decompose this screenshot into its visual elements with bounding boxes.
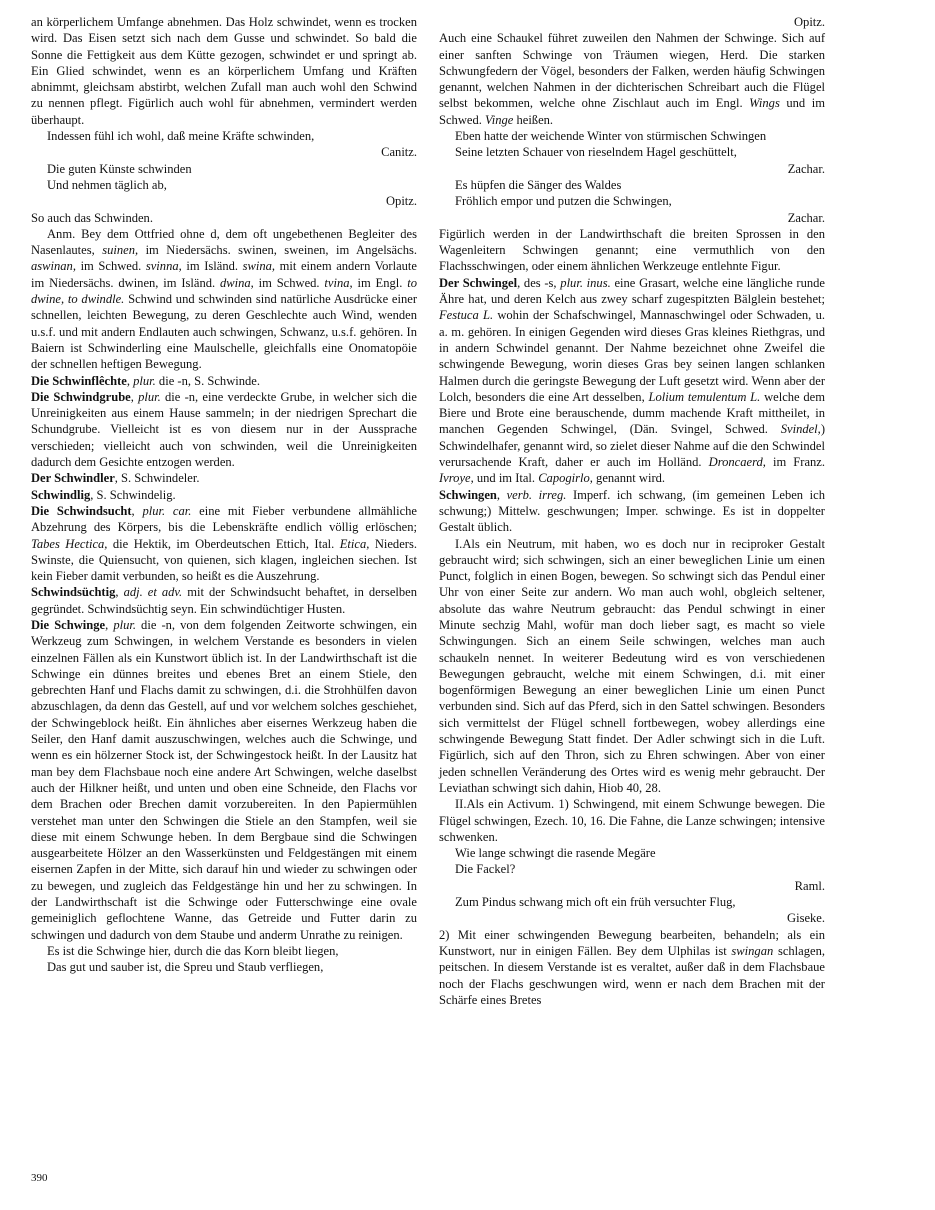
text-run: mit einem andern Vorlaute im Niedersächs. dwinen, im Isländ. [31,259,417,290]
italic-term: Lolium temulentum L. [648,389,761,404]
text-run: , [105,617,114,632]
headword: Die Schwinflêchte [31,373,127,388]
paragraph [31,470,417,486]
quote-attribution: Raml. [794,878,825,893]
italic-term: Droncaerd, [708,455,766,470]
quote-attribution: Zachar. [787,210,825,225]
paragraph [31,389,417,470]
text-run: an körperlichem Umfange abnehmen. Das Holz schwindet, wenn es trocken wird. Das Eisen setzt sich nach dem Gusse und schwindet. So bald die Sonne die Fettigkeit aus dem Kütte gezogen, schwindet er und springt ab. Ein Glied schwindet, wenn es an körperlichem Umfang und Kräften abnimmt, gleichsam abstirbt, welchen Zufall man auch wohl den Schwind zu nennen pflegt. Figürlich auch wohl für abnehmen, vermindert werden überhaupt. [31,15,417,127]
verse-line: Es ist die Schwinge hier, durch die das Korn bleibt liegen, [47,943,339,958]
text-run: , des -s, [517,275,561,290]
italic-term: Festuca L. [439,308,494,323]
text-run: im Schwed. [75,259,146,274]
italic-term: svinna, [145,259,182,274]
italic-term: Ivroye, [439,471,474,486]
text-run: ) Schwindelhafer, genannt wird, so zielet dieser Nahme auf die den Schwindel verursachende Kraft, daher er auch im Holländ. [439,422,825,470]
paragraph [439,927,825,1008]
verse-line: Die guten Künste schwinden [47,161,192,176]
quote-attribution: Opitz. [385,194,417,209]
verse-line: Fröhlich empor und putzen die Schwingen, [455,194,672,209]
text-run: welche dem Biere und Brote eine berauschende, dumm machende Kraft mittheilet, in manchen Gegenden Schwingel, (Dän. Svingel, Schwed. [439,389,826,437]
text-run: Figürlich werden in der Landwirthschaft die breiten Sprossen in den Wagenleitern Schwingen genannt; eine vermuthlich von den Flachsschwingen, oder einem ähnlichen Werkzeuge entlehnte Figur. [439,226,825,274]
text-run: im Isländ. [181,259,243,274]
paragraph [439,536,825,797]
italic-term: plur. inus. [560,275,611,290]
paragraph [31,14,417,128]
text-run: eine mit Fieber verbundene allmähliche Abzehrung des Körpers, bis die Lebenskräfte endlich völlig erlöschen; [31,503,417,535]
italic-term: Capogirlo, [538,471,593,486]
headword: Der Schwindler [31,471,115,486]
text-run: die -n, von dem folgenden Zeitworte schwingen, ein Werkzeug zum Schwingen, in welchem Verstande es besonders in vielen einzelnen Fällen als ein Kunstwort üblich ist. In der Landwirthschaft ist die Schwinge ein dünnes breites und ebenes Bret an einem Stiele, den gebrechten Hanf und Flachs damit zu schwingen, d.i. die Strohhülfen davon abzuschlagen, da denn das Gestell, auf und vor welchem solches geschiehet, der Schwingeblock heißt. Ein ähnliches aber eisernes Werkzeug haben die Seiler, den Hanf damit auszuschwingen, welches auch die Schwinge, und wenn es ein hölzerner Stock ist, der Schwingestock heißt. In der Lausitz hat man bey dem Flachsbaue noch eine andere Art Schwingen, welche daselbst auch der Hilkner heißt, und unten und oben eine Schneide, den Flachs vor dem Brachen oder Brechen damit vorzubereiten. In den Papiermühlen verstehet man unter den Schwingen die Stiele an den Stampfen, weil sie diese mit einem Schwunge heben. In dem Bergbaue sind die Schwingen ausgearbeitete Hölzer an den Wasserkünsten und Feldgestängen mit einem eisernen Zapfen in der Mitte, sich darauf hin und wieder zu schwingen oder zu bewegen, und zugleich das Feldgestänge hin und her zu schwingen. In der Landwirthschaft ist die Schwinge oder Futterschwinge eine ovale gemeiniglich geflochtene Wanne, das Getreide und Futter darin zu schwingen und dadurch von dem Staube und anderm Unrathe zu reinigen. [31,617,417,942]
italic-term: Svindel, [780,422,821,437]
text-run: die -n, eine verdeckte Grube, in welcher sich die Unreinigkeiten aus einem Hause sammeln; in der niedrigen Sprechart die Schundgrube. Vielleicht ist es von diesem nur in der Aussprache verschieden; vielleicht auch von schwinden, weil die Unreinigkeiten dadurch dem Gesichte entzogen werden. [31,389,417,470]
verse-line: Es hüpfen die Sänger des Waldes [455,177,622,192]
text-run: Imperf. ich schwang, (im gemeinen Leben ich schwung;) Mittelw. geschwungen; Imper. schwinge. Es ist in doppelter Gestalt üblich. [439,487,825,535]
italic-term: aswinan, [31,259,76,274]
text-run: die -n, S. Schwinde. [155,373,260,388]
verse-line: Zum Pindus schwang mich oft ein früh versuchter Flug, [455,895,736,910]
text-run: die Hektik, im Oberdeutschen Ettich, Ital. [107,536,340,551]
italic-term: dwina, [219,275,254,290]
italic-term: tvina, [324,275,353,290]
text-run: , [130,389,139,404]
italic-term: Vinge [485,112,514,127]
italic-term: plur. [113,617,136,632]
paragraph [31,487,417,503]
italic-term: to dwine, to dwindle. [31,275,417,307]
text-run: , S. Schwindelig. [90,487,176,502]
text-run: Anm. Bey dem Ottfried ohne d, dem oft ungebethenen Begleiter des Nasenlautes, [31,226,417,258]
headword: Die Schwinge [31,617,106,632]
text-run: wohin der Schafschwingel, Mannaschwingel oder Schwaden, u. a. m. gehören. In einigen Gegenden wird dieses Gras kleines Riethgras, und in andern Schwindel genannt. Der Nahme bezeichnet ohne Zweifel die schwingende Bewegung, worin dieses Gras bey seinen langen schlanken Halmen durch die geringste Bewegung der Luft gesetzt wird. Wenn aber der Lolch, besonders die eine Art desselben, [439,308,825,404]
italic-term: verb. irreg. [506,487,567,502]
italic-term: Wings [749,96,780,111]
text-run: 2) Mit einer schwingenden Bewegung bearbeiten, behandeln; als ein Kunstwort, nur in einigen Fällen. Bey dem Ulphilas ist [439,927,825,958]
right-column [439,14,825,1008]
headword: Schwindlig [31,487,91,502]
verse-line: Eben hatte der weichende Winter von stürmischen Schwingen [455,129,767,144]
italic-term: suinen, [102,243,139,258]
italic-term: Tabes Hectica, [31,536,108,551]
paragraph [31,226,417,373]
italic-term: plur. car. [142,503,192,518]
quote-attribution: Opitz. [793,15,825,29]
text-run: und im Schwed. [439,96,825,127]
quote-attribution: Giseke. [787,911,825,926]
paragraph [31,617,417,943]
verse-line: Die Fackel? [455,862,516,877]
text-run: schlagen, peitschen. In diesem Verstande ist es veraltet, außer daß in dem Flachsbaue noch der Flachs geschwungen wird, wenn er nach dem Brachen mit der Schärfe eines Bretes [439,943,825,1007]
text-run: , [131,503,143,518]
verse-line: Das gut und sauber ist, die Spreu und Staub verfliegen, [47,960,324,975]
verse-line: Seine letzten Schauer von rieselndem Hagel geschüttelt, [455,145,737,160]
text-run: Nieders. Swinste, die Quiensucht, von quienen, sich klagen, ingleichen siechen. Ist kein Fieber damit verbunden, so heißt es die Auszehrung. [31,536,417,584]
headword: Schwindsüchtig [31,585,116,600]
text-run: , [496,487,507,502]
text-run: I.Als ein Neutrum, mit haben, wo es doch nur in reciproker Gestalt gebraucht wird; sich schwingen, sich an einer beweglichen Linie um einen Punct, folglich in einen Bogen, bewegen. So schwingt sich das Pendul einer Uhr von einer Seite zur andern. Wo man auch wohl, obgleich seltener, absolute das wahre Neutrum gebraucht: das Pendul schwingt in einer Minute sechzig Mahl, wofür man doch lieber sagt, es macht so viele Schwingungen. Sich an einem Seile schwingen, welches man auch schaukeln nennet. In weiterer Bedeutung wird es von verschiedenen Bewegungen gebraucht, welche mit einem Schwingen, d.i. mit einer bogenförmigen Bewegung an einer beweglichen Linie um einen Punct verbunden sind. Sich auf das Pferd, sich in den Sattel schwingen. Besonders sich vermittelst der Flügel schnell fortbewegen, wobey allerdings eine schwingende Bewegung Statt findet. Der Adler schwingt sich in die Luft. Figürlich, sich auf den Thron, sich zu Ehren schwingen. Aber von einer jeden schnellen Veränderung des Ortes wird es wenig mehr gebraucht. Der Leviathan schwingt sich dahin, Hiob 40, 28. [439,536,825,795]
headword: Schwingen [439,487,497,502]
left-column [31,14,417,976]
text-run: heißen. [513,112,554,127]
paragraph [31,210,417,226]
text-run: Auch eine Schaukel führet zuweilen den Nahmen der Schwinge. Sich auf einer sanften Schwinge von Träumen wiegen, Herd. Die starken Schwungfedern der Vögel, besonders der Falken, werden häufig Schwingen genannt, welchen Nahmen in der dichterischen Schreibart auch die Flügel selbst bekommen, welche ohne Zischlaut auch im Engl. [439,31,825,111]
text-run: im Engl. [352,275,408,290]
italic-term: swingan [731,943,774,958]
paragraph [439,30,825,128]
text-run: im Niedersächs. swinen, sweinen, im Angelsächs. [138,243,417,258]
text-run: Schwind und schwinden sind natürliche Ausdrücke einer schnellen, leichten Bewegung, zu deren Geschlechte auch Wind, wenden u.s.f. und mit andern Endlauten auch schwingen, Schwanz, u.s.f. gehören. In Baiern ist Schwinderling eine Maulschelle, gleichfalls eine Onomatopöie der schnellen heftigen Bewegung. [31,292,418,372]
headword: Die Schwindsucht [31,503,132,518]
text-run: und im Ital. [473,471,539,486]
quote-attribution: Zachar. [787,161,825,176]
verse-line: Indessen fühl ich wohl, daß meine Kräfte schwinden, [47,129,315,144]
text-run: II.Als ein Activum. 1) Schwingend, mit einem Schwunge bewegen. Die Flügel schwingen, Ezech. 10, 16. Die Fahne, die Lanze schwingen; intensive schwenken. [439,797,825,844]
italic-term: Etica, [339,536,370,551]
paragraph [439,275,825,487]
text-run: genannt wird. [592,471,666,486]
text-run: , [126,373,134,388]
page-number: 390 [31,1172,48,1184]
italic-term: plur. [133,373,156,388]
paragraph [439,487,825,536]
italic-term: adj. et adv. [123,585,183,600]
paragraph [439,226,825,275]
paragraph [31,373,417,389]
text-run: mit der Schwindsucht behaftet, in derselben gegründet. Schwindsüchtig seyn. Ein schwindüchtiger Husten. [31,585,417,616]
headword: Die Schwindgrube [31,389,131,404]
text-run: So auch das Schwinden. [31,210,153,225]
italic-term: plur. [138,389,161,404]
text-run: eine Grasart, welche eine längliche runde Ähre hat, und deren Kelch aus zwey scharf zugespitzten Bälglein bestehet; [439,275,825,307]
text-run: , [115,585,124,600]
verse-line: Und nehmen täglich ab, [47,177,167,192]
text-run: , S. Schwindeler. [114,471,200,486]
text-run: im Schwed. [253,275,325,290]
paragraph [31,584,417,617]
paragraph [439,796,825,845]
paragraph [31,503,417,584]
italic-term: swina, [242,259,276,274]
quote-attribution: Canitz. [381,145,417,160]
headword: Der Schwingel [439,275,518,290]
text-run: im Franz. [765,455,825,470]
verse-line: Wie lange schwingt die rasende Megäre [455,846,656,861]
